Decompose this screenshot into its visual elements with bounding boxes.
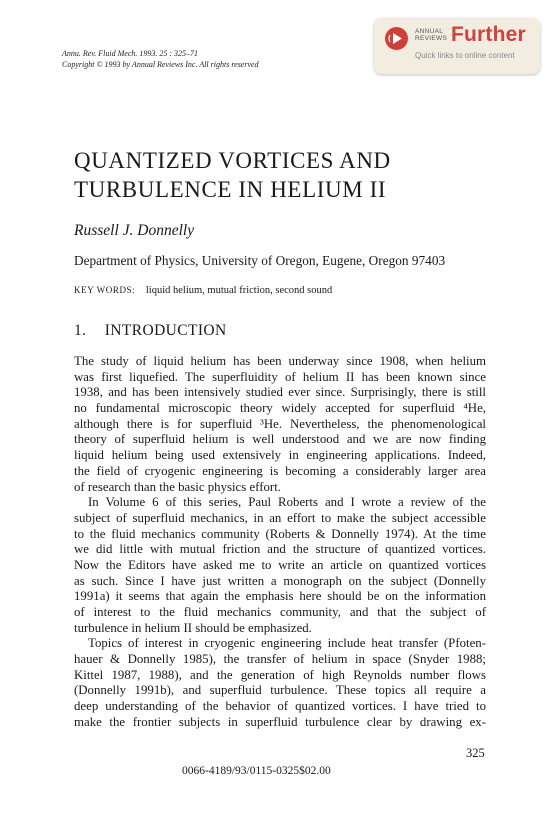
- article-title: [74, 146, 391, 204]
- body-line: was first liquefied. The superfluidity of helium II has been known since: [74, 369, 486, 384]
- body-line: although there is for superfluid ³He. Nevertheless, the phenomenological: [74, 416, 486, 431]
- page-number: 325: [466, 746, 485, 760]
- body-line: as such. Since I have just written a monograph on the subject (Donnelly: [74, 573, 486, 588]
- author-name: Russell J. Donnelly: [74, 222, 195, 239]
- body-line: of interest to the fluid mechanics community, and that the subject of: [74, 605, 486, 619]
- body-line: Now the Editors have asked me to write an article on quantized vortices: [74, 557, 486, 572]
- footer-code: 0066-4189/93/0115-0325$02.00: [182, 765, 331, 777]
- section-number: 1.: [74, 322, 87, 339]
- body-line: The study of liquid helium has been underway since 1908, when helium: [74, 354, 486, 368]
- body-line: deep understanding of the behavior of quantized vortices. I have tried to: [74, 699, 486, 714]
- further-wordmark: Further: [451, 23, 526, 46]
- body-line: 1991a) it seems that again the emphasis here should be on the information: [74, 589, 486, 604]
- body-line: turbulence in helium II should be emphasized.: [74, 620, 312, 635]
- body-line: Kittel 1987, 1988), and the generation of high Reynolds number flows: [74, 667, 486, 682]
- body-line: no fundamental microscopic theory widely accepted for superfluid ⁴He,: [74, 401, 486, 416]
- body-line: liquid helium being used extensively in engineering applications. Indeed,: [74, 448, 486, 463]
- annual-reviews-wordmark: ANNUAL REVIEWS: [415, 28, 448, 42]
- journal-citation: Annu. Rev. Fluid Mech. 1993. 25 : 325–71: [62, 49, 199, 58]
- copyright-line: Copyright © 1993 by Annual Reviews Inc. All rights reserved: [62, 60, 259, 69]
- body-text: [74, 354, 486, 731]
- journal-header: [62, 48, 259, 70]
- section-heading: [74, 322, 227, 340]
- body-line: subject of superfluid mechanics, in an effort to make the subject accessible: [74, 510, 486, 525]
- body-line: 1938, and has been intensively studied ever since. Surprisingly, there is still: [74, 385, 486, 400]
- author-affiliation: Department of Physics, University of Oregon, Eugene, Oregon 97403: [74, 253, 446, 268]
- body-line: In Volume 6 of this series, Paul Roberts and I wrote a review of the: [88, 495, 486, 510]
- title-line-1: QUANTIZED VORTICES AND: [74, 148, 391, 173]
- body-line: make the frontier subjects in superfluid turbulence clear by drawing ex-: [74, 714, 486, 729]
- body-line: (Donnelly 1991b), and superfluid turbulence. These topics all require a: [74, 683, 486, 698]
- body-line: theory of superfluid helium is well understood and we are now finding: [74, 432, 486, 447]
- body-line: the field of cryogenic engineering is becoming a considerably larger area: [74, 463, 486, 478]
- body-line: hauer & Donnelly 1985), the transfer of helium in space (Snyder 1988;: [74, 652, 486, 667]
- body-line: we did little with mutual friction and the structure of quantized vortices.: [74, 542, 486, 557]
- further-subtitle: Quick links to online content: [415, 51, 515, 60]
- keywords-line: [74, 285, 332, 296]
- body-line: of research than the basic physics effort.: [74, 479, 281, 494]
- annual-reviews-logo-icon: [385, 27, 408, 50]
- body-line: Topics of interest in cryogenic engineering include heat transfer (Pfoten-: [88, 636, 486, 651]
- body-line: to the fluid mechanics community (Roberts & Donnelly 1974). At the time: [74, 526, 486, 541]
- title-line-2: TURBULENCE IN HELIUM II: [74, 177, 387, 202]
- keywords-label: KEY WORDS:: [74, 285, 136, 295]
- keywords-list: liquid helium, mutual friction, second sound: [145, 285, 333, 296]
- further-links-badge[interactable]: [374, 18, 540, 74]
- section-title: INTRODUCTION: [104, 322, 227, 339]
